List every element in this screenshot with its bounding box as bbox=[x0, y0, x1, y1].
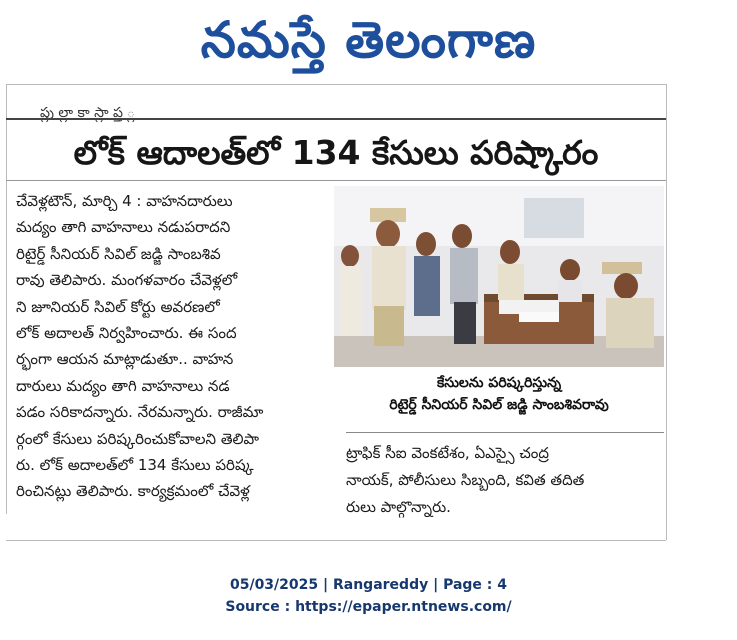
body-line: ర్భంగా ఆయన మాట్లాడుతూ.. వాహన bbox=[16, 350, 234, 369]
footer-date-edition: 05/03/2025 | Rangareddy | Page : 4 bbox=[229, 577, 508, 593]
masthead-title: నమస్తే తెలంగాణ bbox=[200, 11, 537, 69]
body-line: రు. లోక్ అదాలత్‌లో 134 కేసులు పరిష్క bbox=[16, 455, 254, 474]
footer-source: Source : https://epaper.ntnews.com/ bbox=[225, 599, 512, 615]
clipping-frame-bottom bbox=[6, 540, 666, 541]
article-continuation bbox=[346, 440, 664, 521]
article-headline: లోక్ ఆదాలత్‌లో 134 కేసులు పరిష్కారం bbox=[73, 133, 599, 172]
body-line: పడం సరికాదన్నారు. నేరమన్నారు. రాజీమా bbox=[16, 403, 264, 422]
headline-bottom-rule bbox=[6, 180, 666, 181]
caption-rule bbox=[346, 432, 664, 433]
body-line: రిటైర్డ్ సీనియర్ సివిల్ జడ్జి సాంబశివ bbox=[16, 244, 221, 263]
clipped-text-line: ప్లు ల్లా కా స్లా ప్త ్ల bbox=[40, 105, 136, 121]
photo-caption bbox=[334, 372, 664, 416]
body-line: రావు తెలిపారు. మంగళవారం చేవెళ్లలో bbox=[16, 271, 238, 290]
body-line: లోక్ అదాలత్ నిర్వహించారు. ఈ సంద bbox=[16, 323, 237, 342]
body-line: మద్యం తాగి వాహనాలు నడుపరాదని bbox=[16, 218, 231, 237]
caption-line: రిటైర్డ్ సీనియర్ సివిల్ జడ్జి సాంబశివరావు bbox=[389, 397, 609, 413]
caption-line: కేసులను పరిష్కరిస్తున్న bbox=[436, 375, 562, 391]
body-line: రించినట్లు తెలిపారు. కార్యక్రమంలో చేవెళ్ల bbox=[16, 482, 250, 501]
continuation-line: నాయక్, పోలీసులు సిబ్బంది, కవిత తదిత bbox=[346, 471, 585, 489]
top-rule bbox=[6, 84, 666, 85]
clipping-frame-right bbox=[666, 84, 667, 540]
body-line: దారులు మద్యం తాగి వాహనాలు నడ bbox=[16, 376, 230, 395]
body-line: చేవెళ్లటౌన్, మార్చి 4 : వాహనదారులు bbox=[16, 192, 233, 210]
article-body bbox=[16, 188, 332, 505]
newspaper-masthead bbox=[0, 4, 737, 76]
body-line: ని జూనియర్ సివిల్ కోర్టు అవరణలో bbox=[16, 297, 220, 316]
body-line: ర్గంలో కేసులు పరిష్కరించుకోవాలని తెలిపా bbox=[16, 429, 259, 448]
news-photo bbox=[334, 186, 664, 367]
continuation-line: రులు పాల్గొన్నారు. bbox=[346, 498, 451, 516]
continuation-line: ట్రాఫిక్ సీఐ వెంకటేశం, ఏఎస్సై చంద్ర bbox=[346, 444, 549, 462]
headline-top-rule bbox=[6, 118, 666, 120]
epaper-footer bbox=[0, 574, 737, 618]
